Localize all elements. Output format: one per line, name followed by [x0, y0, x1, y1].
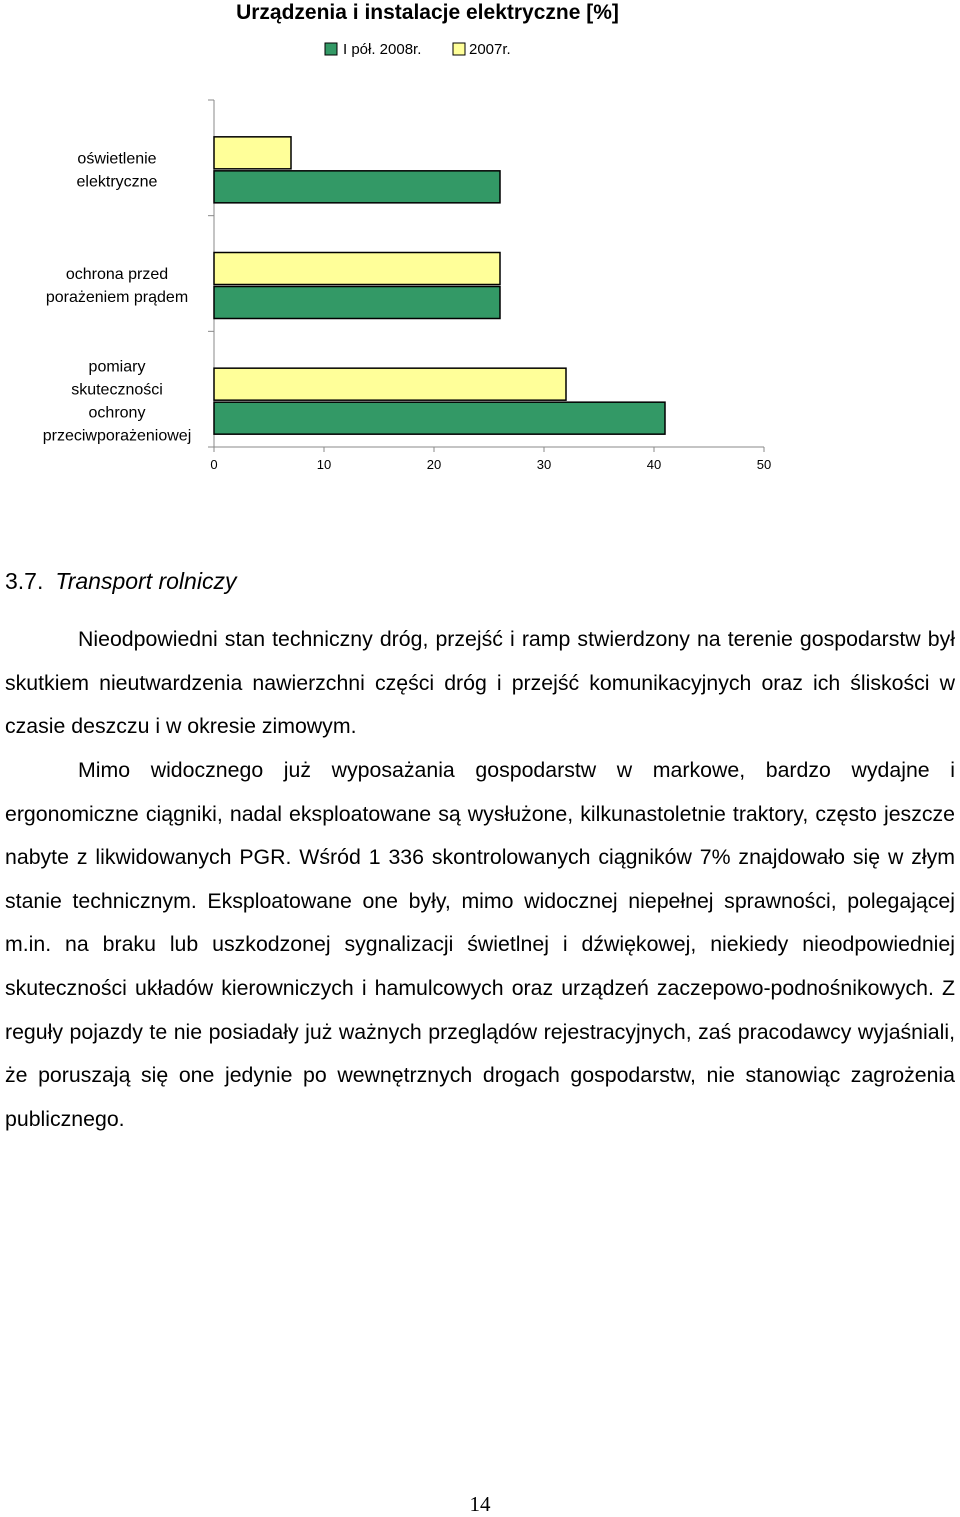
x-tick-label: 30: [536, 457, 552, 472]
x-tick-label: 40: [646, 457, 662, 472]
legend-label: I pół. 2008r.: [343, 41, 422, 58]
bar-chart: [0, 0, 960, 490]
paragraph: Nieodpowiedni stan techniczny dróg, przejść i ramp stwierdzony na terenie gospodarstw był skutkiem nieutwardzenia nawierzchni części dróg i przejść komunikacyjnych oraz ich śliskości w czasie deszczu i w okresie zimowym.: [5, 627, 955, 739]
bar-2008: [214, 402, 665, 434]
paragraph: Mimo widocznego już wyposażania gospodarstw w markowe, bardzo wydajne i ergonomiczne ciągniki, nadal eksploatowane są wysłużone, kilkunastoletnie traktory, często jeszcze nabyte z likwidowanych PGR. Wśród 1 336 skontrolowanych ciągników 7% znajdowało się w złym stanie technicznym. Eksploatowane one były, mimo widocznej niepełnej sprawności, polegającej m.in. na braku lub uszkodzonej sygnalizacji świetlnej i dźwiękowej, niekiedy nieodpowiedniej skuteczności układów kierowniczych i hamulcowych oraz urządzeń zaczepowo-podnośnikowych. Z reguły pojazdy te nie posiadały już ważnych przeglądów rejestracyjnych, zaś pracodawcy wyjaśniali, że poruszają się one jedynie po wewnętrznych drogach gospodarstw, nie stanowiąc zagrożenia publicznego.: [5, 758, 955, 1131]
page-number: 14: [469, 1492, 491, 1516]
legend-swatch: [453, 43, 465, 55]
bar-2008: [214, 287, 500, 319]
x-tick-label: 0: [210, 457, 218, 472]
legend-label: 2007r.: [469, 41, 511, 58]
bar-2008: [214, 171, 500, 203]
category-label: skuteczności: [71, 381, 163, 399]
section-number: 3.7.: [5, 568, 44, 594]
x-tick-label: 20: [426, 457, 442, 472]
bar-2007: [214, 253, 500, 285]
bar-2007: [214, 137, 291, 169]
category-label: porażeniem prądem: [45, 289, 189, 306]
section-title: Transport rolniczy: [55, 568, 237, 594]
category-label: elektryczne: [76, 173, 158, 191]
category-label: oświetlenie: [77, 150, 157, 168]
category-label: przeciwporażeniowej: [42, 427, 192, 445]
x-tick-label: 50: [756, 457, 772, 472]
legend-swatch: [325, 43, 337, 55]
category-label: pomiary: [88, 358, 146, 376]
section-heading: [5, 566, 236, 596]
chart-title: Urządzenia i instalacje elektryczne [%]: [236, 1, 619, 24]
bar-2007: [214, 368, 566, 400]
category-label: ochrona przed: [65, 266, 169, 283]
category-label: ochrony: [88, 404, 146, 422]
x-tick-label: 10: [316, 457, 332, 472]
